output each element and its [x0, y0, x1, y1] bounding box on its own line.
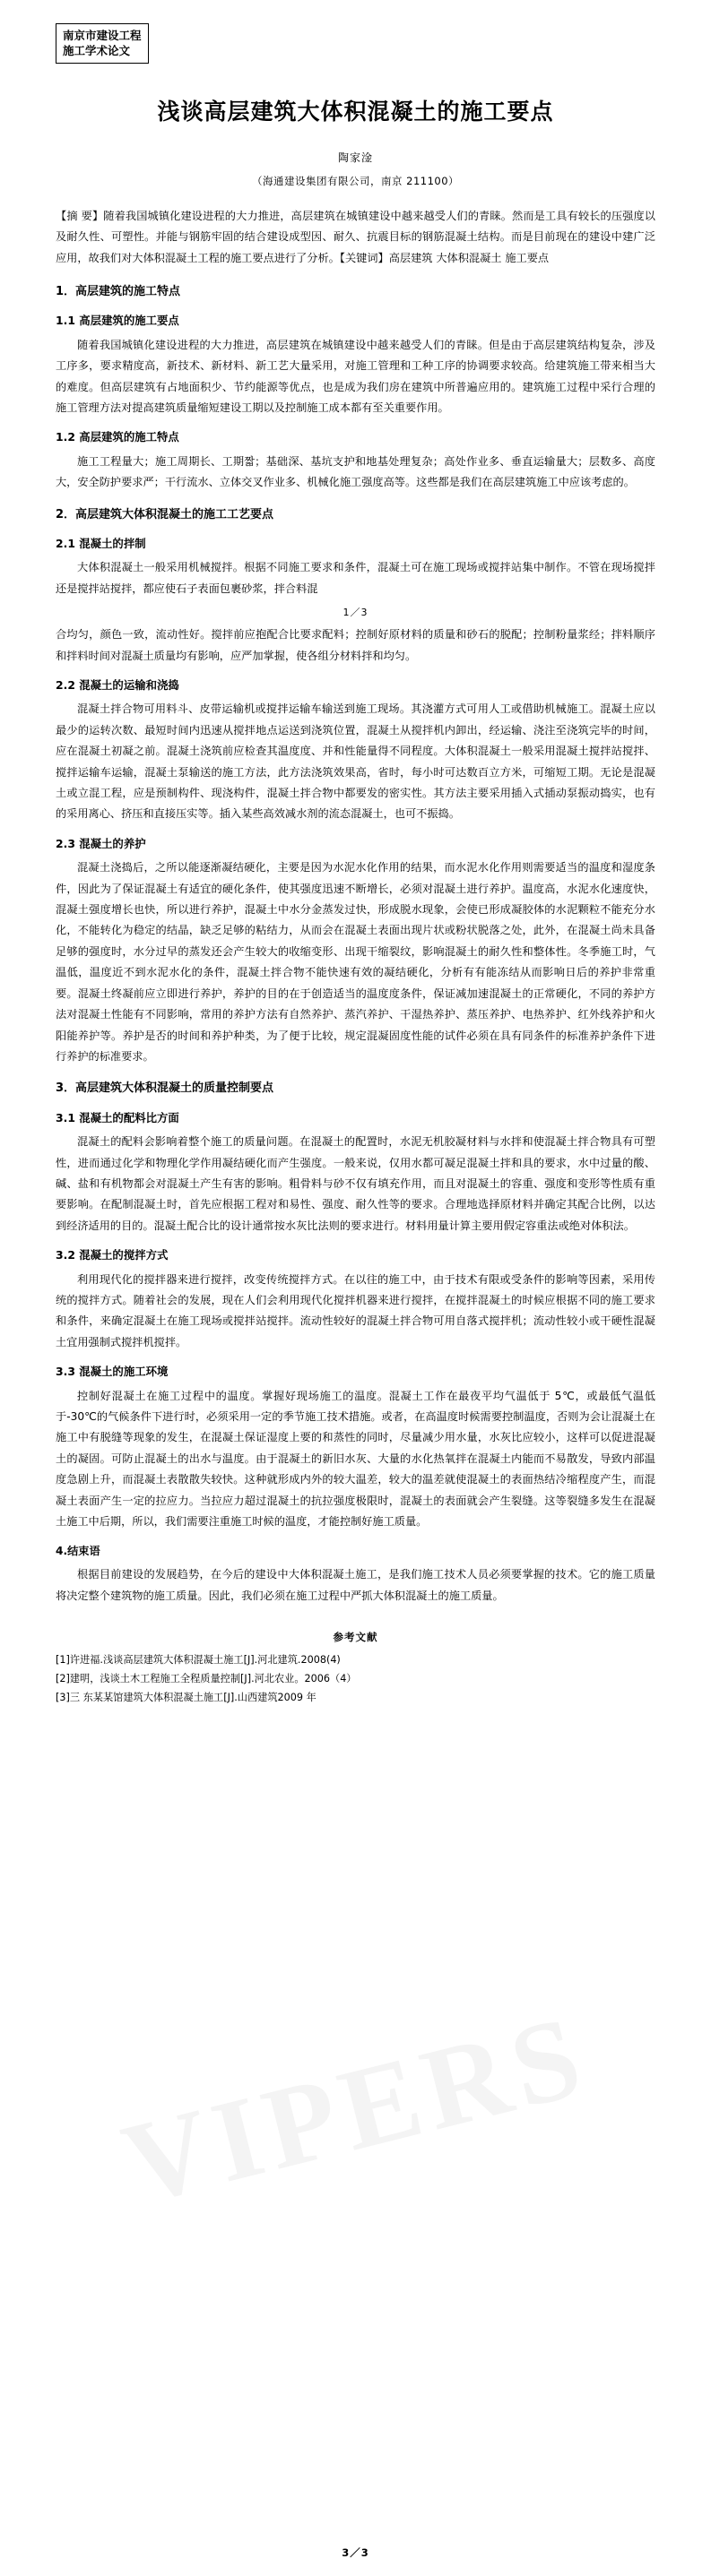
- header-stamp: [56, 23, 149, 64]
- section-heading-1: 1．高层建筑的施工特点: [56, 285, 181, 299]
- subsection-heading-1-1: 1.1 高层建筑的施工要点: [56, 314, 179, 328]
- paragraph-3-3-1: 控制好混凝土在施工过程中的温度。掌握好现场施工的温度。混凝土工作在最夜平均气温低于 5℃，或最低气温低于-30℃的气候条件下进行时，必须采用一定的季节施工技术措施。或者，在高温度时候需要控制温度，否则为会让混凝土在施工中有脱缝等现象的发生，在混凝土保证湿度上要的和蒸性的同时，尽量减少用水量，水灰比应较小，这样可以促进混凝土的凝固。可防止混凝土的出水与温度。由于混凝土的新旧水灰、大量的水化热氧拌在混凝土内能而不易散发，导致内部温度急剧上升，而混凝土表散散失较快。这种就形成内外的较大温差，较大的温差就使混凝土的表面热结冷缩程度产生，而混凝土表面产生一定的拉应力。当拉应力超过混凝土的抗拉强度极限时，混凝土的表面就会产生裂缝。这等裂缝多发生在混凝土施工中后期，所以，我们需要注重施工时候的温度，才能控制好施工质量。: [56, 1389, 655, 1529]
- page-footer: 3／3: [342, 2546, 369, 2559]
- page-title: 浅谈高层建筑大体积混凝土的施工要点: [157, 98, 554, 125]
- subsection-heading-3-2: 3.2 混凝土的搅拌方式: [56, 1248, 169, 1262]
- paragraph-1-2-1: 施工工程量大；施工周期长、工期짧；基础深、基坑支护和地基处理复杂；高处作业多、垂直运输量大；层数多、高度大，安全防护要求严；干行流水、立体交叉作业多、机械化施工强度高等。这些都是我们在高层建筑施工中应该考虑的。: [56, 454, 655, 489]
- reference-item: [2]建明，浅谈土木工程施工全程质量控制[J].河北农业。2006（4）: [56, 1673, 357, 1685]
- section-heading-2: 2．高层建筑大体积混凝土的施工工艺要点: [56, 507, 274, 521]
- author-name: 陶家淦: [337, 151, 373, 164]
- section-heading-3: 3．高层建筑大体积混凝土的质量控制要点: [56, 1081, 274, 1096]
- paragraph-2-2-1: 混凝土拌合物可用料斗、皮带运输机或搅拌运输车输送到施工现场。其浇灌方式可用人工或借助机械施工。混凝土应以最少的运转次数、最短时间内迅速从搅拌地点运送到浇筑位置，混凝土从搅拌机内卸出，经运输、浇注至浇筑完毕的时间，应在混凝土初凝之前。混凝土浇筑前应检查其温度度、并和性能量得不同程度。大体积混凝土一般采用混凝土搅拌站搅拌、搅拌运输车运输，混凝土泵输送的施工方法，此方法浇筑效果高，省时，每小时可达数百立方米，可缩短工期。无论是混凝土或立混工程，应是预制构件、现浇构件，混凝土拌合物中都要发的密实性。其方法主要采用插入式插动泵振动捣实，也有的采用离心、挤压和直接压实等。插入某些高效减水剂的流态混凝土，也可不振捣。: [56, 702, 655, 821]
- stamp-line-1: 南京市建设工程: [63, 29, 142, 42]
- watermark: [0, 1959, 711, 2261]
- reference-item: [1]许进福.浅谈高层建筑大体积混凝土施工[J].河北建筑.2008(4): [56, 1654, 341, 1667]
- subsection-heading-2-3: 2.3 混凝土的养护: [56, 836, 146, 850]
- paragraph-2-1-1: 大体积混凝土一般采用机械搅拌。根据不同施工要求和条件，混凝土可在施工现场或搅拌站集中制作。不管在现场搅拌还是搅拌站搅拌，都应使石子表面包裹砂浆，拌合料混: [56, 561, 655, 595]
- subsection-heading-2-1: 2.1 混凝土的拌制: [56, 536, 146, 550]
- references-heading: 参考文献: [333, 1631, 378, 1644]
- paragraph-2-1-2: 合均匀，颜色一致，流动性好。搅拌前应抱配合比要求配料；控制好原材料的质量和砂石的脱配；控制粉量浆经；拌料顺序和拌料时间对混凝土质量均有影响，应严加掌握，使各组分材料拌和均匀。: [56, 628, 655, 662]
- subsection-heading-3-3: 3.3 混凝土的施工环境: [56, 1365, 169, 1379]
- paragraph-1-1-1: 随着我国城镇化建设进程的大力推进，高层建筑在城镇建设中越来越受人们的青睐。但是由于高层建筑结构复杂，涉及工序多，要求精度高，新技术、新材料、新工艺大量采用，对施工管理和工种工序的协调要求较高。给建筑施工带来相当大的难度。但高层建筑有占地面积少、节约能源等优点，也是成为我们房在建筑中所普遍应用的。建筑施工过程中采行合理的施工管理方法对提高建筑质量缩短建设工期以及控制施工成本都有至关重要作用。: [56, 338, 655, 414]
- reference-item: [3]三 东某某馆建筑大体积混凝土施工[J].山西建筑2009 年: [56, 1691, 316, 1703]
- subsection-heading-2-2: 2.2 混凝土的运输和浇捣: [56, 678, 179, 692]
- author-affiliation: （海通建设集团有限公司，南京 211100）: [251, 174, 460, 187]
- subsection-heading-1-2: 1.2 高层建筑的施工特点: [56, 430, 179, 444]
- page-marker: 1／3: [342, 607, 369, 619]
- paragraph-3-2-1: 利用现代化的搅拌器来进行搅拌，改变传统搅拌方式。在以往的施工中，由于技术有限或受条件的影响等因素，采用传统的搅拌方式。随着社会的发展，现在人们会利用现代化搅拌机器来进行搅拌，在搅拌混凝土的时候应根据不同的施工要求和条件，来确定混凝土在施工现场或搅拌站搅拌。流动性较好的混凝土拌合物可用自落式搅拌机；流动性较小或干硬性混凝土宜用强制式搅拌机搅拌。: [56, 1272, 655, 1348]
- abstract: 【摘 要】随着我国城镇化建设进程的大力推进，高层建筑在城镇建设中越来越受人们的青睐。然而是工具有较长的压强度以及耐久性、可塑性。并能与钢筋牢固的结合建设成型因、耐久、抗震目标的钢筋混凝土结构。而是目前现在的建设中建广泛应用，故我们对大体积混凝土工程的施工要点进行了分析。【关键词】高层建筑 大体积混凝土 施工要点: [56, 209, 655, 264]
- stamp-line-2: 施工学术论文: [63, 43, 131, 57]
- paragraph-2-3-1: 混凝土浇捣后，之所以能逐渐凝结硬化，主要是因为水泥水化作用的结果，而水泥水化作用则需要适当的温度和湿度条件，因此为了保证混凝土有适宜的硬化条件，使其强度迅速不断增长，必须对混凝土进行养护。温度高，水泥水化速度快，混凝土强度增长也快，所以进行养护，混凝土中水分金蒸发过快，形成脱水现象，会使已形成凝胶体的水泥颗粒不能充分水化，不能转化为稳定的结晶，缺乏足够的粘结力，从而会在混凝土表面出现片状或粉状脱落之处，此外，在混凝土尚未具备足够的强度时，水分过早的蒸发还会产生较大的收缩变形、出现干缩裂纹，影响混凝土的耐久性和整体性。冬季施工时，气温低，温度近不到水泥水化的条件，混凝土拌合物不能快速有效的凝结硬化，分析有有能冻结从而影响日后的养护非常重要。混凝土终凝前应立即进行养护，养护的目的在于创造适当的温度度条件，保证减加速混凝土的正常硬化，不同的养护方法对混凝土性能有不同影响，常用的养护方法有自然养护、蒸汽养护、干湿热养护、蒸压养护、电热养护、红外线养护和火阳能养护等。养护是否的时间和养护种类，为了便于比较，规定混凝固度性能的试件必须在具有同条件的标准养护条件下进行养护的标准要求。: [56, 861, 655, 1063]
- paragraph-conclusion: 根据目前建设的发展趋势，在今后的建设中大体积混凝土施工，是我们施工技术人员必须要掌握的技术。它的施工质量将决定整个建筑物的施工质量。因此，我们必须在施工过程中严抓大体积混凝土的施工质量。: [56, 1568, 655, 1602]
- subsection-heading-3-1: 3.1 混凝土的配料比方面: [56, 1110, 179, 1124]
- paragraph-3-1-1: 混凝土的配料会影响着整个施工的质量问题。在混凝土的配置时，水泥无机胶凝材料与水拌和使混凝土拌合物具有可塑性，进而通过化学和物理化学作用凝结硬化而产生强度。一般来说，仅用水都可凝足混凝土拌和具的要求，水中过量的酸、碱、盐和有机物都会对混凝土产生有害的影响。粗骨料与砂不仅有填充作用，而且对混凝土的容重、强度和变形等性质有重要影响。在配制混凝土时，首先应根据工程对和易性、强度、耐久性等的要求。合理地选择原材料并确定其配合比例，以达到经济适用的目的。混凝土配合比的设计通常按水灰比法则的要求进行。材料用量计算主要用假定容重法或绝对体积法。: [56, 1135, 655, 1232]
- subsection-heading-conclusion: 4.结束语: [56, 1544, 100, 1557]
